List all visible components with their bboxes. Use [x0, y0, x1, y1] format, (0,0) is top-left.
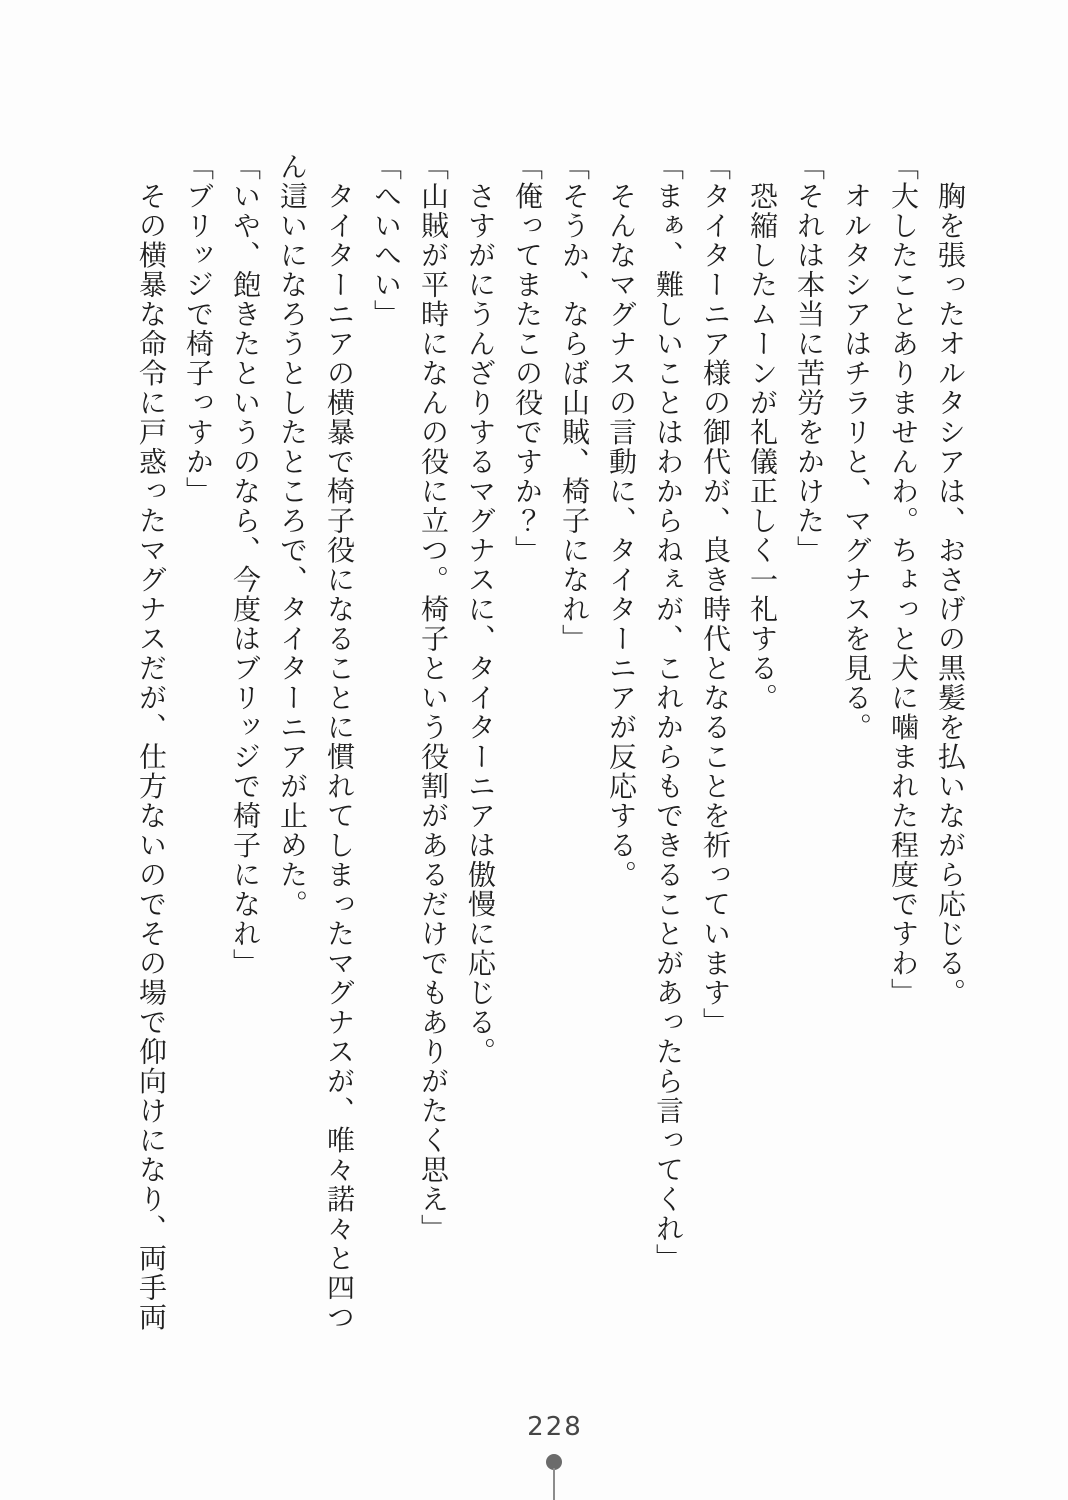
- text-line: オルタシアはチラリと、マグナスを見る。: [840, 152, 871, 742]
- text-line: 「そうか、ならば山賊、椅子になれ」: [558, 152, 589, 654]
- text-line: そんなマグナスの言動に、タイターニアが反応する。: [605, 152, 636, 890]
- text-line: ん這いになろうとしたところで、タイターニアが止めた。: [276, 152, 307, 919]
- text-line: 「山賊が平時になんの役に立つ。椅子という役割があるだけでもありがたく思え」: [417, 152, 448, 1244]
- text-line: 「大したことありませんわ。ちょっと犬に噛まれた程度ですわ」: [887, 152, 918, 1008]
- text-line: 恐縮したムーンが礼儀正しく一礼する。: [746, 152, 777, 713]
- novel-text-block: [127, 152, 973, 1344]
- text-line: 「俺ってまたこの役ですか？」: [511, 152, 542, 565]
- text-line: 「まぁ、難しいことはわからねぇが、これからもできることがあったら言ってくれ」: [652, 152, 683, 1273]
- text-line: タイターニアの横暴で椅子役になることに慣れてしまったマグナスが、唯々諾々と四つ: [323, 152, 354, 1332]
- page-number: 228: [527, 1412, 583, 1442]
- text-line: 「タイターニア様の御代が、良き時代となることを祈っています」: [699, 152, 730, 1037]
- text-line: その横暴な命令に戸惑ったマグナスだが、仕方ないのでその場で仰向けになり、両手両: [135, 152, 166, 1332]
- text-line: 「へいへい」: [370, 152, 401, 329]
- text-line: 「ブリッジで椅子っすか」: [182, 152, 213, 506]
- text-line: 胸を張ったオルタシアは、おさげの黒髪を払いながら応じる。: [934, 152, 965, 1008]
- text-line: さすがにうんざりするマグナスに、タイターニアは傲慢に応じる。: [464, 152, 495, 1067]
- dot-stem-marker-line: [553, 1468, 555, 1500]
- text-line: 「それは本当に苦労をかけた」: [793, 152, 824, 565]
- text-line: 「いや、飽きたというのなら、今度はブリッジで椅子になれ」: [229, 152, 260, 978]
